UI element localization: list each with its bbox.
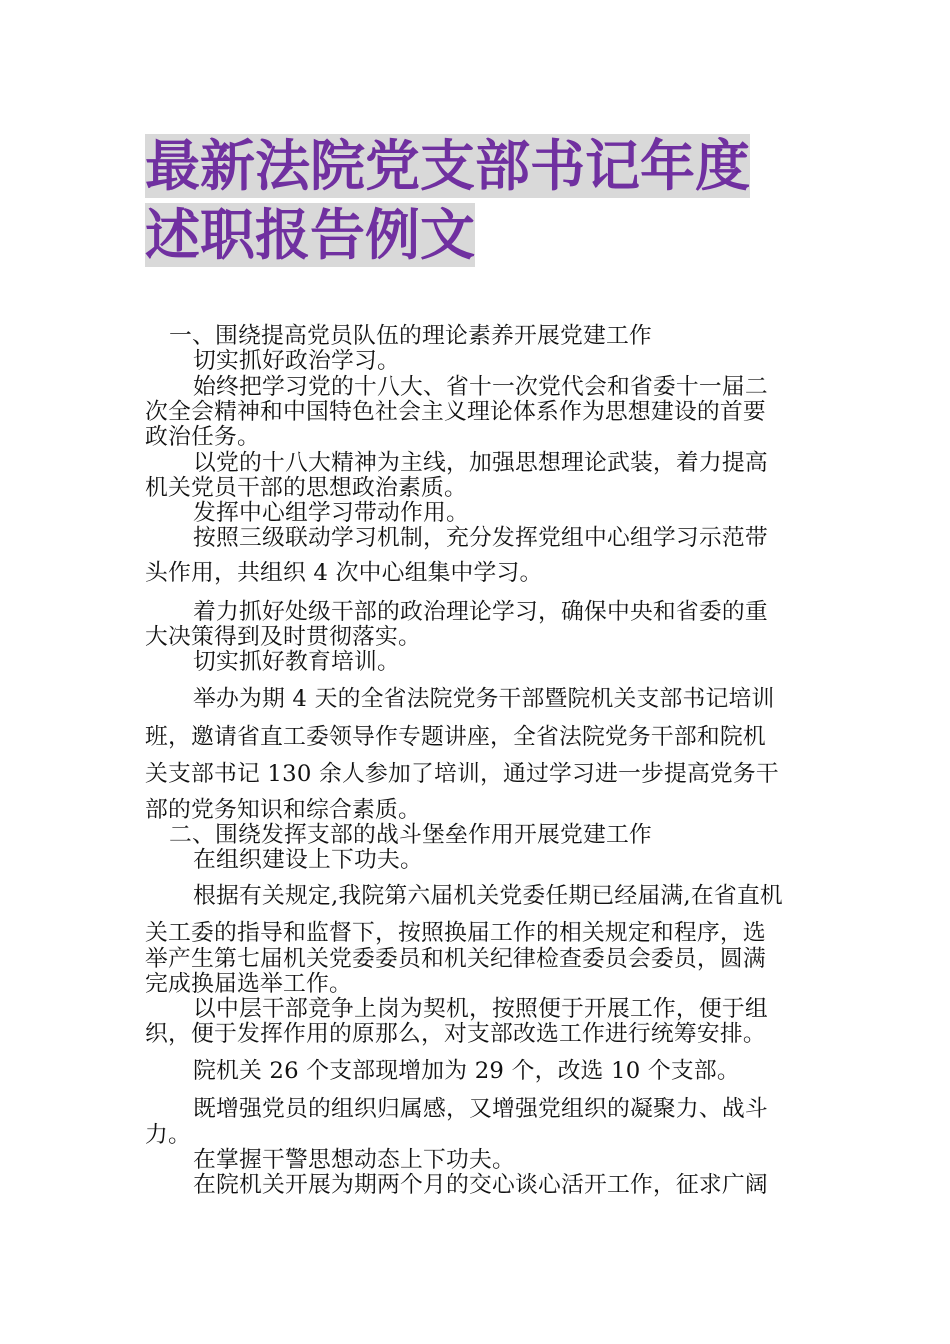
body-line: 在组织建设上下功夫。 <box>193 847 423 873</box>
body-line: 院机关 26 个支部现增加为 29 个，改选 10 个支部。 <box>193 1058 740 1084</box>
body-line: 切实抓好政治学习。 <box>193 348 400 374</box>
body-line: 根据有关规定,我院第六届机关党委任期已经届满,在省直机 <box>193 883 783 909</box>
body-line: 切实抓好教育培训。 <box>193 649 400 675</box>
body-line: 在院机关开展为期两个月的交心谈心活开工作，征求广阔 <box>193 1172 768 1198</box>
body-line: 举办为期 4 天的全省法院党务干部暨院机关支部书记培训 <box>193 686 775 712</box>
body-line: 大决策得到及时贯彻落实。 <box>145 624 421 650</box>
body-line: 着力抓好处级干部的政治理论学习，确保中央和省委的重 <box>193 599 768 625</box>
body-line: 发挥中心组学习带动作用。 <box>193 500 469 526</box>
body-line: 既增强党员的组织归属感，又增强党组织的凝聚力、战斗 <box>193 1096 768 1122</box>
body-line: 始终把学习党的十八大、省十一次党代会和省委十一届二 <box>193 374 768 400</box>
body-line: 完成换届选举工作。 <box>145 971 352 997</box>
body-line: 力。 <box>145 1122 191 1148</box>
body-line: 以中层干部竞争上岗为契机，按照便于开展工作，便于组 <box>193 996 768 1022</box>
body-line: 在掌握干警思想动态上下功夫。 <box>193 1147 515 1173</box>
body-line: 部的党务知识和综合素质。 <box>145 797 421 823</box>
document-title-line-2: 述职报告例文 <box>145 203 476 267</box>
body-line: 机关党员干部的思想政治素质。 <box>145 475 467 501</box>
body-line: 班，邀请省直工委领导作专题讲座，全省法院党务干部和院机 <box>145 724 766 750</box>
body-line: 织，便于发挥作用的原那么，对支部改选工作进行统筹安排。 <box>145 1021 766 1047</box>
body-line: 政治任务。 <box>145 424 260 450</box>
body-line: 次全会精神和中国特色社会主义理论体系作为思想建设的首要 <box>145 399 766 425</box>
document-title-line-1: 最新法院党支部书记年度 <box>145 134 751 198</box>
body-line: 举产生第七届机关党委委员和机关纪律检查委员会委员，圆满 <box>145 946 766 972</box>
section-heading-1: 一、围绕提高党员队伍的理论素养开展党建工作 <box>169 323 652 349</box>
body-line: 关支部书记 130 余人参加了培训，通过学习进一步提高党务干 <box>145 761 779 787</box>
body-line: 头作用，共组织 4 次中心组集中学习。 <box>145 560 543 586</box>
section-heading-2: 二、围绕发挥支部的战斗堡垒作用开展党建工作 <box>169 822 652 848</box>
body-line: 关工委的指导和监督下，按照换届工作的相关规定和程序，选 <box>145 920 766 946</box>
body-line: 以党的十八大精神为主线，加强思想理论武装，着力提高 <box>193 450 768 476</box>
body-line: 按照三级联动学习机制，充分发挥党组中心组学习示范带 <box>193 525 768 551</box>
